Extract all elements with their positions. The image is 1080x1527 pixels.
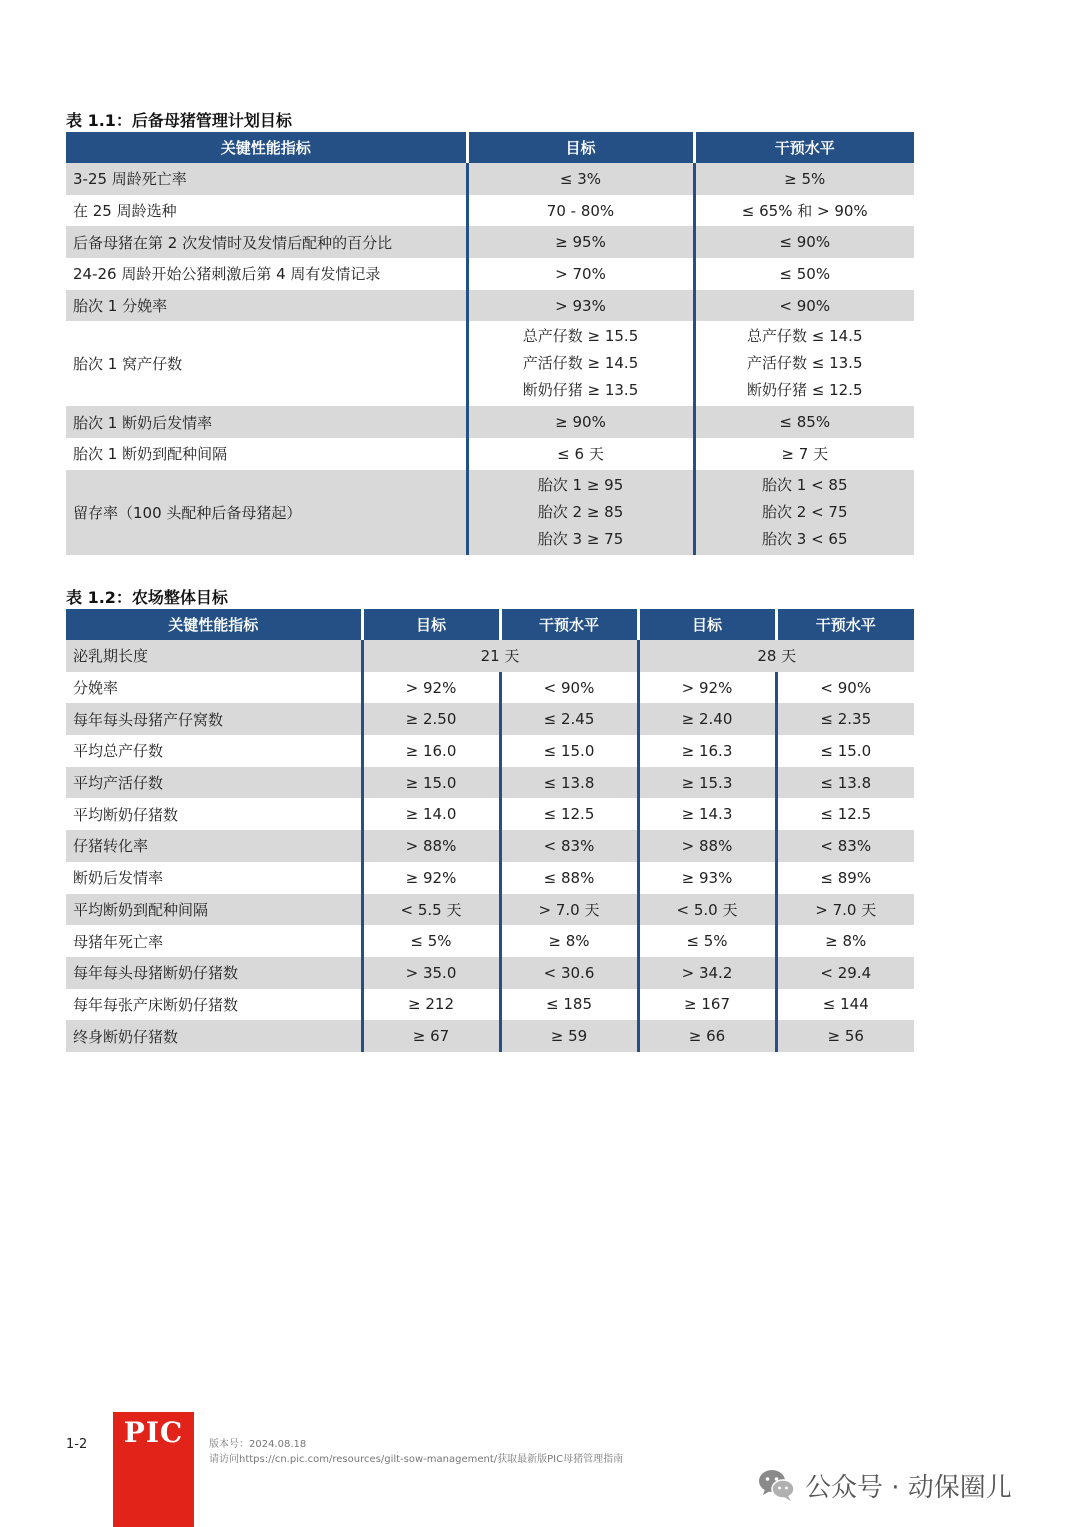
intervention-value: ≤ 85% bbox=[779, 413, 831, 432]
table-header-row bbox=[66, 609, 914, 640]
target-value: 胎次 2 ≥ 85 bbox=[537, 502, 624, 521]
intervention-21-cell: ≤ 12.5 bbox=[500, 798, 638, 830]
intervention-cell bbox=[694, 290, 914, 322]
table-row bbox=[66, 767, 914, 799]
table-row bbox=[66, 830, 914, 862]
target-cell bbox=[467, 290, 694, 322]
kpi-name-cell: 断奶后发情率 bbox=[73, 869, 164, 888]
kpi-name-cell: 母猪年死亡率 bbox=[73, 932, 164, 951]
target-cell bbox=[467, 226, 694, 258]
target-value: ≥ 95% bbox=[555, 233, 606, 252]
intervention-21-cell: > 7.0 天 bbox=[500, 894, 638, 926]
kpi-name-cell: 平均断奶仔猪数 bbox=[73, 805, 179, 824]
kpi-name-cell: 仔猪转化率 bbox=[66, 830, 362, 862]
target-cell bbox=[467, 321, 694, 406]
kpi-name-cell: 后备母猪在第 2 次发情时及发情后配种的百分比 bbox=[66, 226, 467, 258]
target-cell bbox=[467, 258, 694, 290]
table-row bbox=[66, 406, 914, 438]
target-28-cell: ≥ 15.3 bbox=[638, 767, 776, 799]
header-target-28: 目标 bbox=[638, 609, 776, 640]
intervention-28-cell: < 29.4 bbox=[776, 957, 914, 989]
target-value: ≥ 90% bbox=[555, 413, 606, 432]
table-row bbox=[66, 438, 914, 470]
kpi-name-cell: 每年每张产床断奶仔猪数 bbox=[73, 995, 239, 1014]
target-28-cell: ≥ 2.40 bbox=[638, 703, 776, 735]
intervention-28-cell: < 83% bbox=[776, 830, 914, 862]
target-cell bbox=[467, 163, 694, 195]
lactation-21: 21 天 bbox=[362, 640, 638, 672]
kpi-name-cell: 每年每头母猪产仔窝数 bbox=[66, 703, 362, 735]
target-28-cell: > 34.2 bbox=[638, 957, 776, 989]
target-cell bbox=[467, 195, 694, 227]
target-cell bbox=[467, 470, 694, 555]
target-value: 胎次 1 ≥ 95 bbox=[537, 475, 624, 494]
intervention-28-cell: ≥ 8% bbox=[776, 925, 914, 957]
intervention-21-cell: ≤ 185 bbox=[500, 989, 638, 1021]
pic-logo-text: PIC bbox=[123, 1416, 184, 1449]
intervention-cell bbox=[694, 321, 914, 406]
lactation-label: 泌乳期长度 bbox=[66, 640, 362, 672]
table-row bbox=[66, 321, 914, 406]
table-row bbox=[66, 290, 914, 322]
target-value: > 93% bbox=[555, 296, 606, 315]
watermark bbox=[757, 1465, 1012, 1505]
intervention-value: 产活仔数 ≤ 13.5 bbox=[746, 354, 863, 373]
kpi-name-cell: 平均总产仔数 bbox=[73, 742, 164, 761]
kpi-name-cell: 3-25 周龄死亡率 bbox=[66, 163, 467, 195]
table-header-row bbox=[66, 132, 914, 163]
watermark-text: 公众号 · 动保圈儿 bbox=[805, 1472, 1012, 1503]
table-row bbox=[66, 226, 914, 258]
target-21-cell: ≥ 2.50 bbox=[362, 703, 500, 735]
intervention-21-cell: ≤ 2.45 bbox=[500, 703, 638, 735]
table-row bbox=[66, 672, 914, 704]
kpi-name-cell: 24-26 周龄开始公猪刺激后第 4 周有发情记录 bbox=[73, 265, 381, 284]
kpi-name-cell: 平均断奶到配种间隔 bbox=[66, 894, 362, 926]
intervention-value: < 90% bbox=[779, 296, 831, 315]
target-value: 70 - 80% bbox=[546, 201, 615, 220]
table-row bbox=[66, 925, 914, 957]
table-row bbox=[66, 894, 914, 926]
intervention-value: ≤ 90% bbox=[779, 233, 831, 252]
table-row bbox=[66, 1020, 914, 1052]
intervention-cell bbox=[694, 438, 914, 470]
intervention-21-cell: ≤ 15.0 bbox=[500, 735, 638, 767]
table2-caption: 表 1.2：农场整体目标 bbox=[66, 588, 228, 607]
intervention-value: ≤ 65% 和 > 90% bbox=[741, 202, 868, 221]
target-21-cell: > 35.0 bbox=[362, 957, 500, 989]
intervention-21-cell: < 30.6 bbox=[500, 957, 638, 989]
table-row bbox=[66, 989, 914, 1021]
intervention-cell bbox=[694, 163, 914, 195]
header-target-21: 目标 bbox=[362, 609, 500, 640]
lactation-length-row bbox=[66, 640, 914, 672]
gilt-management-targets-table bbox=[66, 132, 914, 555]
intervention-value: 总产仔数 ≤ 14.5 bbox=[746, 327, 863, 346]
target-21-cell: ≥ 14.0 bbox=[362, 798, 500, 830]
table-row bbox=[66, 195, 914, 227]
intervention-21-cell: ≤ 13.8 bbox=[500, 767, 638, 799]
version-text: 版本号：2024.08.18 bbox=[209, 1439, 307, 1450]
kpi-name-cell: 胎次 1 断奶后发情率 bbox=[66, 406, 467, 438]
kpi-name-cell: 终身断奶仔猪数 bbox=[66, 1020, 362, 1052]
header-intervention-28: 干预水平 bbox=[776, 609, 914, 640]
target-28-cell: ≥ 167 bbox=[638, 989, 776, 1021]
target-21-cell: ≥ 212 bbox=[362, 989, 500, 1021]
intervention-21-cell: ≥ 8% bbox=[500, 925, 638, 957]
header-intervention-21: 干预水平 bbox=[500, 609, 638, 640]
target-28-cell: ≥ 66 bbox=[638, 1020, 776, 1052]
intervention-cell bbox=[694, 258, 914, 290]
target-21-cell: < 5.5 天 bbox=[362, 894, 500, 926]
target-21-cell: > 92% bbox=[362, 672, 500, 704]
intervention-28-cell: ≤ 12.5 bbox=[776, 798, 914, 830]
intervention-value: 胎次 3 < 65 bbox=[761, 529, 848, 548]
target-cell bbox=[467, 406, 694, 438]
table-row bbox=[66, 163, 914, 195]
intervention-value: 胎次 2 < 75 bbox=[761, 502, 848, 521]
table-row bbox=[66, 735, 914, 767]
table-row bbox=[66, 258, 914, 290]
target-28-cell: ≥ 14.3 bbox=[638, 798, 776, 830]
target-28-cell: ≥ 16.3 bbox=[638, 735, 776, 767]
target-21-cell: ≥ 16.0 bbox=[362, 735, 500, 767]
table-row bbox=[66, 703, 914, 735]
intervention-28-cell: ≤ 2.35 bbox=[776, 703, 914, 735]
wechat-icon bbox=[757, 1467, 797, 1503]
kpi-name-cell: 每年每头母猪断奶仔猪数 bbox=[66, 957, 362, 989]
intervention-cell bbox=[694, 470, 914, 555]
header-kpi: 关键性能指标 bbox=[66, 132, 467, 163]
target-28-cell: < 5.0 天 bbox=[638, 894, 776, 926]
page-number: 1-2 bbox=[66, 1437, 88, 1452]
kpi-name-cell: 平均产活仔数 bbox=[66, 767, 362, 799]
kpi-name-cell: 胎次 1 分娩率 bbox=[66, 290, 467, 322]
kpi-name-cell: 在 25 周龄选种 bbox=[73, 202, 177, 221]
intervention-28-cell: ≥ 56 bbox=[776, 1020, 914, 1052]
target-value: ≤ 3% bbox=[559, 169, 602, 188]
target-21-cell: ≤ 5% bbox=[362, 925, 500, 957]
intervention-21-cell: ≥ 59 bbox=[500, 1020, 638, 1052]
target-28-cell: > 92% bbox=[638, 672, 776, 704]
intervention-value: 胎次 1 < 85 bbox=[761, 475, 848, 494]
target-cell bbox=[467, 438, 694, 470]
target-value: 产活仔数 ≥ 14.5 bbox=[522, 354, 639, 373]
kpi-name-cell: 分娩率 bbox=[73, 679, 119, 698]
intervention-28-cell: ≤ 89% bbox=[776, 862, 914, 894]
header-intervention: 干预水平 bbox=[694, 132, 914, 163]
table-row bbox=[66, 862, 914, 894]
kpi-name-cell: 留存率（100 头配种后备母猪起） bbox=[66, 470, 467, 555]
pic-logo bbox=[113, 1412, 194, 1527]
intervention-cell bbox=[694, 406, 914, 438]
intervention-21-cell: < 83% bbox=[500, 830, 638, 862]
intervention-value: 断奶仔猪 ≤ 12.5 bbox=[746, 381, 863, 400]
lactation-28: 28 天 bbox=[638, 640, 914, 672]
intervention-21-cell: ≤ 88% bbox=[500, 862, 638, 894]
target-28-cell: ≥ 93% bbox=[638, 862, 776, 894]
intervention-28-cell: < 90% bbox=[776, 672, 914, 704]
kpi-name-cell: 胎次 1 断奶到配种间隔 bbox=[73, 445, 228, 464]
target-21-cell: > 88% bbox=[362, 830, 500, 862]
url-note: 请访问https://cn.pic.com/resources/gilt-sow-management/获取最新版PIC母猪管理指南 bbox=[209, 1454, 624, 1465]
intervention-28-cell: ≤ 15.0 bbox=[776, 735, 914, 767]
header-kpi: 关键性能指标 bbox=[66, 609, 362, 640]
table-row bbox=[66, 957, 914, 989]
target-value: > 70% bbox=[555, 264, 606, 283]
intervention-value: ≥ 7 天 bbox=[781, 445, 829, 464]
target-21-cell: ≥ 92% bbox=[362, 862, 500, 894]
target-28-cell: > 88% bbox=[638, 830, 776, 862]
intervention-21-cell: < 90% bbox=[500, 672, 638, 704]
header-target: 目标 bbox=[467, 132, 694, 163]
intervention-28-cell: > 7.0 天 bbox=[776, 894, 914, 926]
intervention-value: ≤ 50% bbox=[779, 264, 831, 283]
intervention-28-cell: ≤ 13.8 bbox=[776, 767, 914, 799]
target-value: 胎次 3 ≥ 75 bbox=[537, 529, 624, 548]
table1-caption: 表 1.1：后备母猪管理计划目标 bbox=[66, 111, 292, 130]
target-value: ≤ 6 天 bbox=[557, 445, 604, 464]
intervention-cell bbox=[694, 195, 914, 227]
intervention-cell bbox=[694, 226, 914, 258]
target-value: 断奶仔猪 ≥ 13.5 bbox=[522, 381, 639, 400]
target-21-cell: ≥ 67 bbox=[362, 1020, 500, 1052]
target-28-cell: ≤ 5% bbox=[638, 925, 776, 957]
table-row bbox=[66, 798, 914, 830]
target-value: 总产仔数 ≥ 15.5 bbox=[522, 327, 639, 346]
table-row bbox=[66, 470, 914, 555]
kpi-name-cell: 胎次 1 窝产仔数 bbox=[73, 355, 183, 374]
intervention-value: ≥ 5% bbox=[784, 169, 826, 188]
target-21-cell: ≥ 15.0 bbox=[362, 767, 500, 799]
intervention-28-cell: ≤ 144 bbox=[776, 989, 914, 1021]
farm-overall-targets-table bbox=[66, 609, 914, 1052]
